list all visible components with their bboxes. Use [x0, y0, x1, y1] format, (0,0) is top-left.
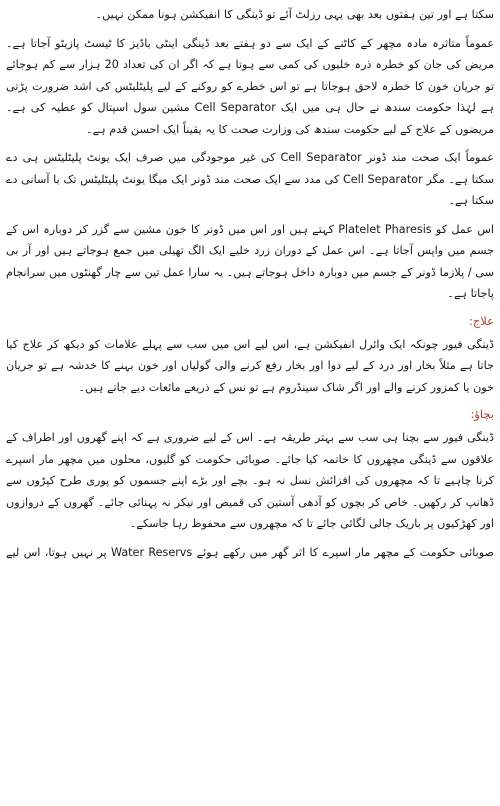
prevention-heading: بچاؤ:	[470, 407, 494, 421]
paragraph-antibodies: عموماً متاثرہ مادہ مچھر کے کاٹنے کے ایک سے دو ہفتے بعد ڈینگی اینٹی باڈیز کا ٹیسٹ پازیٹو آجاتا ہے۔ مریض کی جان کو خطرہ ذرہ خلیوں کی کمی سے ہوتا ہے کہ اگر ان کی تعداد 20 ہزار سے کم ہوجائے تو جریان خون کا خطرہ لاحق ہوجاتا ہے تو اس خطرے کو روکنے کے لیے پلیٹلیٹس کی اشد ضرورت پڑتی ہے لہٰذا حکومت سندھ نے حال ہی میں ایک Cell Separator مشین سول اسپتال کو عطیہ کی ہے۔ مریضوں کے علاج کے لیے حکومت سندھ کی وزارت صحت کا یہ یقیناً ایک احسن قدم ہے۔	[6, 36, 494, 136]
paragraph-platelet-pharesis: اس عمل کو Platelet Pharesis کہتے ہیں اور اس میں ڈونر کا خون مشین سے گزر کر دوبارہ اس کے جسم میں واپس آجاتا ہے۔ اس عمل کے دوران زرد خلیے ایک الگ تھیلی میں جمع ہوجاتے ہیں اور آر بی سی / پلازما ڈونر کے جسم میں دوبارہ داخل ہوجاتے ہیں۔ یہ سارا عمل تین سے چار گھنٹوں میں سرانجام پاجاتا ہے۔	[6, 222, 495, 300]
paragraph-prevention: ڈینگی فیور سے بچنا ہی سب سے بہتر طریقہ ہے۔ اس کے لیے ضروری ہے کہ اپنے گھروں اور اطراف کے علاقوں سے ڈینگی مچھروں کا خاتمہ کیا جائے۔ صوبائی حکومت کو گلیوں، محلوں میں مچھر مار اسپرے کرنا چاہیے تا کہ مچھروں کی افزائش نسل نہ ہو۔ بچے اور بڑے اپنے جسموں کو پوری طرح کپڑوں سے ڈھانپ کر رکھیں۔ خاص کر بچوں کو آدھی آستین کی قمیص اور نیکر نہ پہنائی جائے۔ گھروں کے دروازوں اور کھڑکیوں پر باریک جالی لگائی جائے تا کہ مچھروں سے محفوظ رہا جاسکے۔	[6, 431, 494, 530]
paragraph-treatment: ڈینگی فیور چونکہ ایک وائرل انفیکشن ہے، اس لیے اس میں سب سے پہلے علامات کو دیکھ کر علاج کیا جاتا ہے مثلاً بخار اور درد کے لیے دوا اور بخار رفع کرنے والی گولیاں اور خون بہنے کا خدشہ ہے تو جریان خون یا کمزور کرنے والے اور اگر شاک سینڈروم ہے تو نس کے ذریعے مائعات دیے جاتے ہیں۔	[6, 337, 494, 394]
treatment-heading: علاج:	[468, 313, 494, 328]
paragraph-intro: سکتا ہے اور تین ہفتوں بعد بھی یہی رزلٹ آئے تو ڈینگی کا انفیکشن ہونا ممکن نہیں۔	[95, 8, 494, 21]
blank-area	[0, 560, 500, 806]
paragraph-water-reservs: صوبائی حکومت کے مچھر مار اسپرے کا اثر گھر میں رکھے ہوئے Water Reservs پر نہیں ہوتا، اس لیے	[6, 545, 494, 559]
paragraph-cell-separator: عموماً ایک صحت مند ڈونر Cell Separator کی غیر موجودگی میں صرف ایک یونٹ پلیٹلیٹس ہی دے سکتا ہے۔ مگر Cell Separator کی مدد سے ایک صحت مند ڈونر ایک میگا یونٹ پلیٹلیٹس تک با آسانی دے سکتا ہے۔	[6, 151, 495, 207]
article-body	[6, 4, 494, 651]
